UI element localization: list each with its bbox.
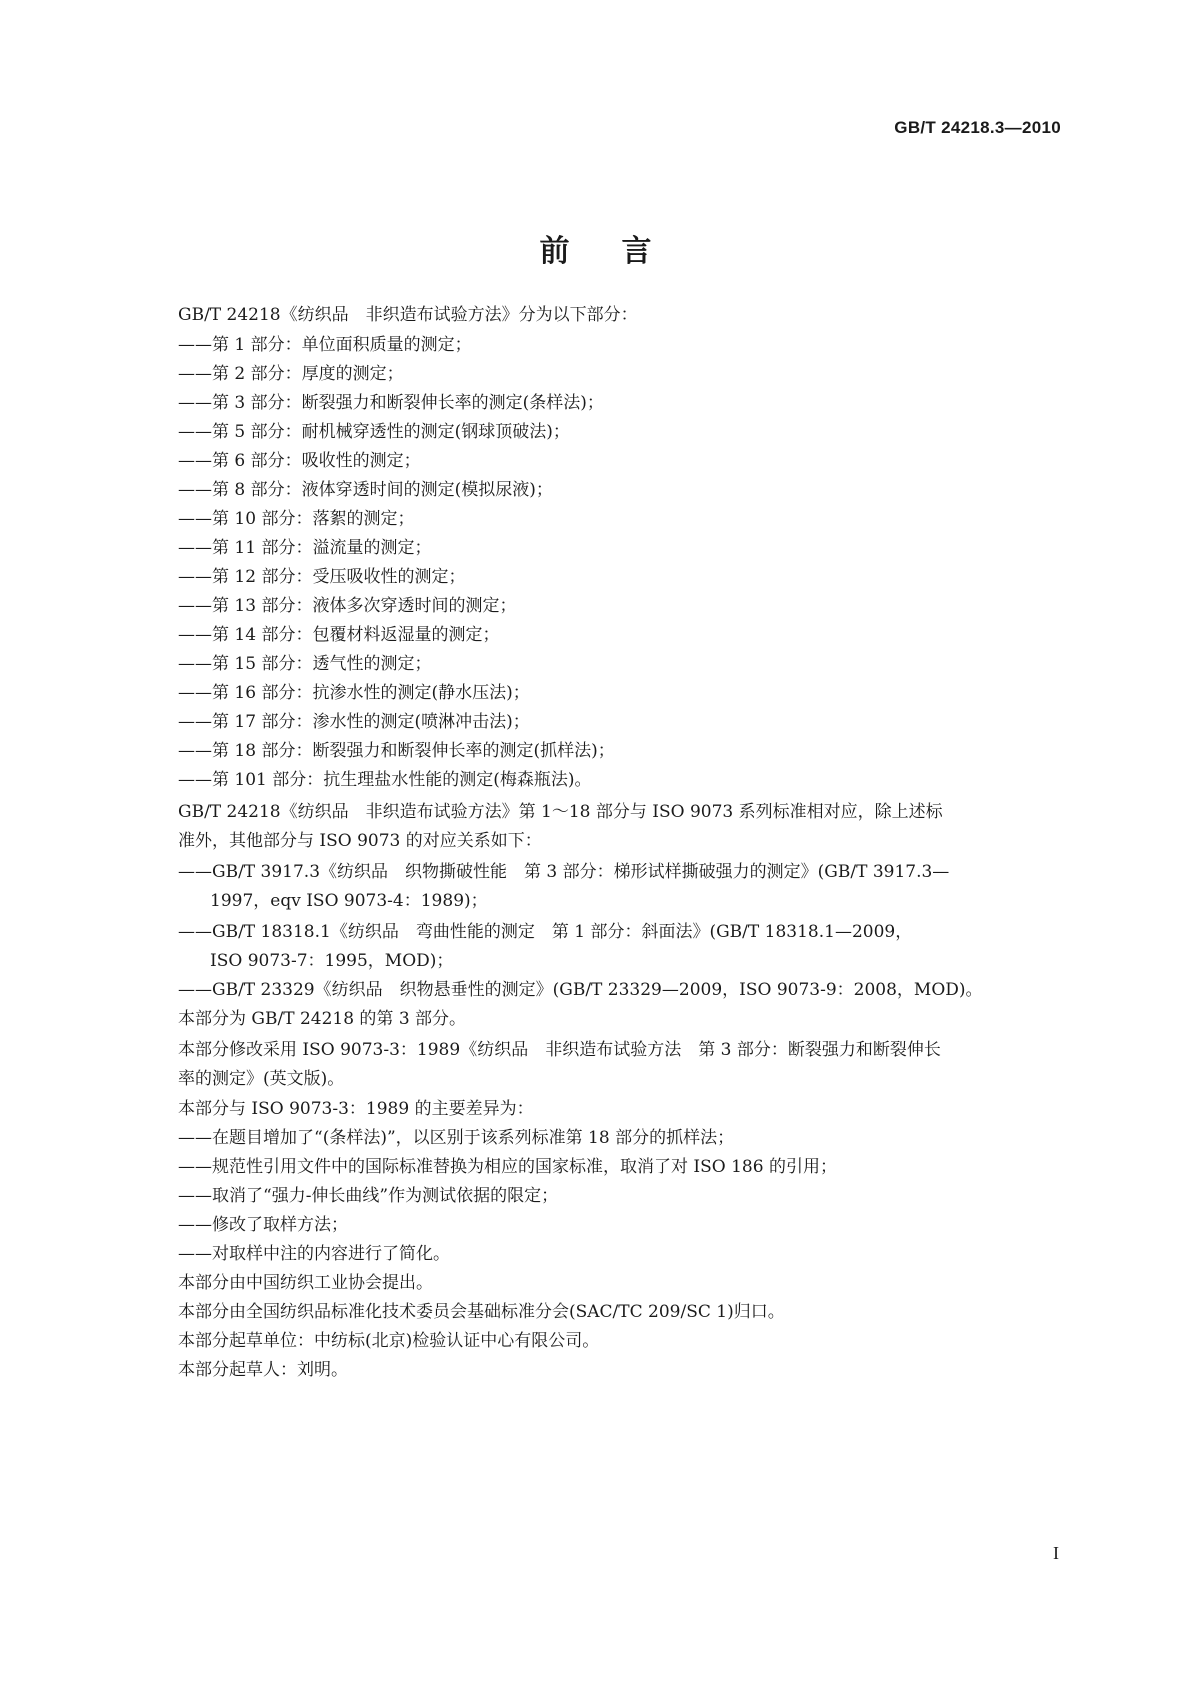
page-number: I <box>1053 1543 1059 1563</box>
page-title: 前言 <box>539 234 704 269</box>
text-line: ——第 11 部分：溢流量的测定； <box>178 538 432 558</box>
text-line: ——GB/T 18318.1《纺织品 弯曲性能的测定 第 1 部分：斜面法》(GB/T 18318.1—2009， <box>178 922 913 942</box>
text-line: 本部分起草单位：中纺标(北京)检验认证中心有限公司。 <box>178 1331 600 1351</box>
text-line: ——第 2 部分：厚度的测定； <box>178 364 404 384</box>
text-line: 准外，其他部分与 ISO 9073 的对应关系如下： <box>178 831 542 851</box>
text-line: ——第 1 部分：单位面积质量的测定； <box>178 335 472 355</box>
text-line: ——GB/T 3917.3《纺织品 织物撕破性能 第 3 部分：梯形试样撕破强力的测定》(GB/T 3917.3— <box>178 862 950 882</box>
text-line: ——第 17 部分：渗水性的测定(喷淋冲击法)； <box>178 712 530 732</box>
text-line: ——对取样中注的内容进行了简化。 <box>178 1244 450 1264</box>
text-line: ——取消了“强力-伸长曲线”作为测试依据的限定； <box>178 1186 559 1206</box>
text-line: ——第 15 部分：透气性的测定； <box>178 654 432 674</box>
text-line: GB/T 24218《纺织品 非织造布试验方法》分为以下部分： <box>178 305 638 325</box>
text-line: ——第 12 部分：受压吸收性的测定； <box>178 567 466 587</box>
text-line: ISO 9073-7：1995，MOD)； <box>210 951 454 971</box>
text-line: ——第 5 部分：耐机械穿透性的测定(钢球顶破法)； <box>178 422 570 442</box>
text-line: 本部分起草人：刘明。 <box>178 1360 348 1380</box>
text-line: 本部分与 ISO 9073-3：1989 的主要差异为： <box>178 1099 534 1119</box>
text-line: ——第 8 部分：液体穿透时间的测定(模拟尿液)； <box>178 480 553 500</box>
text-line: ——第 101 部分：抗生理盐水性能的测定(梅森瓶法)。 <box>178 770 592 790</box>
text-line: ——第 14 部分：包覆材料返湿量的测定； <box>178 625 500 645</box>
text-line: ——第 16 部分：抗渗水性的测定(静水压法)； <box>178 683 530 703</box>
text-line: ——第 6 部分：吸收性的测定； <box>178 451 421 471</box>
text-line: 本部分修改采用 ISO 9073-3：1989《纺织品 非织造布试验方法 第 3 部分：断裂强力和断裂伸长 <box>178 1040 941 1060</box>
text-line: 1997，eqv ISO 9073-4：1989)； <box>210 891 488 911</box>
text-line: ——修改了取样方法； <box>178 1215 348 1235</box>
standard-code: GB/T 24218.3—2010 <box>894 118 1061 137</box>
text-line: ——第 18 部分：断裂强力和断裂伸长率的测定(抓样法)； <box>178 741 615 761</box>
text-line: ——第 13 部分：液体多次穿透时间的测定； <box>178 596 517 616</box>
text-line: 本部分由中国纺织工业协会提出。 <box>178 1273 433 1293</box>
text-line: ——在题目增加了“(条样法)”，以区别于该系列标准第 18 部分的抓样法； <box>178 1128 735 1148</box>
text-line: ——GB/T 23329《纺织品 织物悬垂性的测定》(GB/T 23329—2009，ISO 9073-9：2008，MOD)。 <box>178 980 983 1000</box>
text-line: ——规范性引用文件中的国际标准替换为相应的国家标准，取消了对 ISO 186 的引用； <box>178 1157 837 1177</box>
text-line: 率的测定》(英文版)。 <box>178 1069 345 1089</box>
text-line: GB/T 24218《纺织品 非织造布试验方法》第 1～18 部分与 ISO 9073 系列标准相对应，除上述标 <box>178 802 943 822</box>
text-line: 本部分为 GB/T 24218 的第 3 部分。 <box>178 1009 467 1029</box>
text-line: 本部分由全国纺织品标准化技术委员会基础标准分会(SAC/TC 209/SC 1)归口。 <box>178 1302 785 1322</box>
text-line: ——第 3 部分：断裂强力和断裂伸长率的测定(条样法)； <box>178 393 604 413</box>
text-line: ——第 10 部分：落絮的测定； <box>178 509 415 529</box>
